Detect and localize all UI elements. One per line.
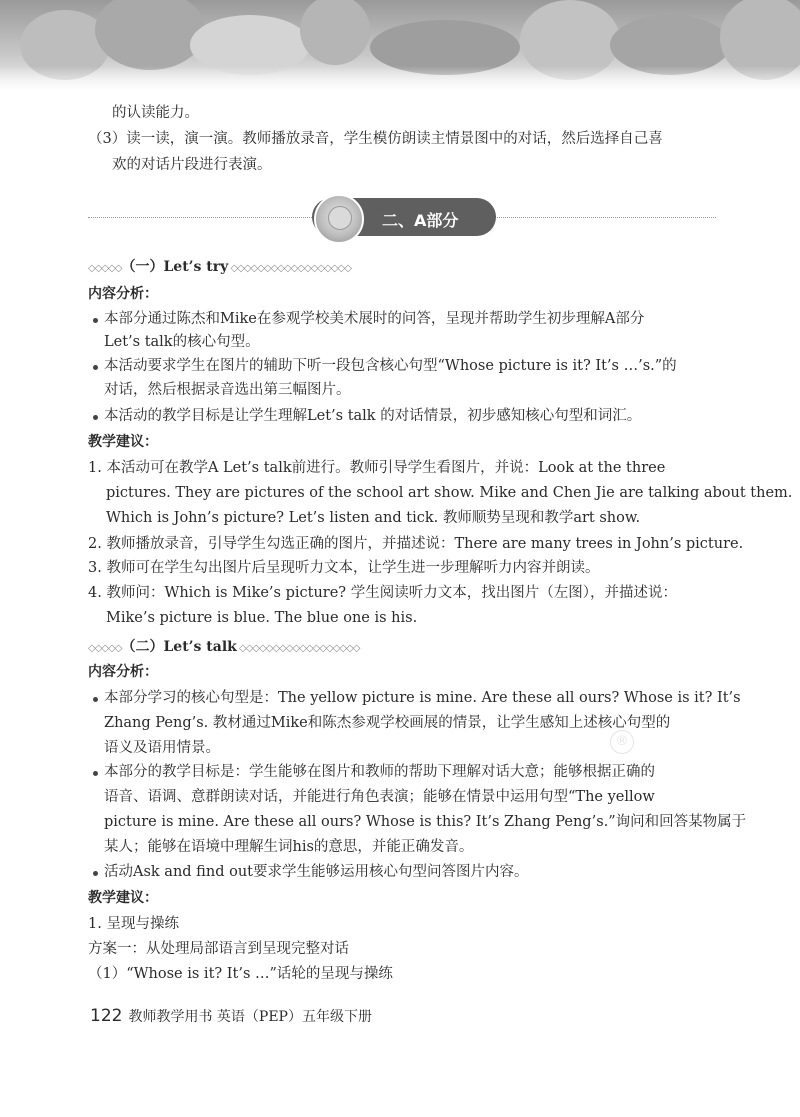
bullet-text: 本活动的教学目标是让学生理解Let’s talk 的对话情景，初步感知核心句型和词汇。 [104, 408, 642, 424]
intro-line: 的认读能力。 [112, 105, 199, 121]
bullet-icon [93, 697, 98, 702]
section-title: 二、A部分 [382, 211, 459, 230]
section-divider [88, 217, 318, 218]
page-footer [90, 1006, 372, 1026]
analysis-title: 内容分析： [88, 286, 158, 302]
bullet-icon [93, 415, 98, 420]
bullet-icon [93, 318, 98, 323]
section-divider [494, 217, 716, 218]
plan-line: （1）“Whose is it? It’s …”话轮的呈现与操练 [88, 966, 393, 982]
book-title: 教师教学用书 英语（PEP）五年级下册 [128, 1009, 372, 1025]
subsection-title: （一）Let’s try [121, 259, 229, 275]
bullet-text: picture is mine. Are these all ours? Whose is this? It’s Zhang Peng’s.”询问和回答某物属于 [104, 814, 747, 830]
bullet-text: 某人；能够在语境中理解生词his的意思，并能正确发音。 [104, 839, 474, 855]
bullet-text: 对话，然后根据录音选出第三幅图片。 [104, 382, 351, 398]
step-text: Which is John’s picture? Let’s listen and tick. 教师顺势呈现和教学art show. [106, 510, 641, 526]
suggestion-title: 教学建议： [88, 890, 158, 906]
step-text: 3. 教师可在学生勾出图片后呈现听力文本，让学生进一步理解听力内容并朗读。 [88, 560, 600, 576]
subsection-heading-lets-talk: ◇◇◇◇◇（二）Let’s talk ◇◇◇◇◇◇◇◇◇◇◇◇◇◇◇◇◇◇ [88, 639, 360, 655]
mascot-icon [314, 194, 364, 244]
plan-line: 方案一：从处理局部语言到呈现完整对话 [88, 941, 349, 957]
step-text: Mike’s picture is blue. The blue one is his. [106, 610, 418, 626]
bullet-text: 本部分学习的核心句型是：The yellow picture is mine. Are these all ours? Whose is it? It’s [104, 690, 741, 706]
step-text: 4. 教师问：Which is Mike’s picture? 学生阅读听力文本，找出图片（左图），并描述说： [88, 585, 677, 601]
bullet-text: 本活动要求学生在图片的辅助下听一段包含核心句型“Whose picture is it? It’s …’s.”的 [104, 358, 677, 374]
subsection-heading-lets-try: ◇◇◇◇◇（一）Let’s try ◇◇◇◇◇◇◇◇◇◇◇◇◇◇◇◇◇◇ [88, 259, 351, 275]
bullet-text: 语义及语用情景。 [104, 740, 220, 756]
step-text: pictures. They are pictures of the school art show. Mike and Chen Jie are talking about them. [106, 485, 793, 501]
suggestion-title: 教学建议： [88, 434, 158, 450]
bullet-text: Let’s talk的核心句型。 [104, 334, 260, 350]
step-text: 2. 教师播放录音，引导学生勾选正确的图片，并描述说：There are many trees in John’s picture. [88, 536, 744, 552]
bullet-text: 语音、语调、意群朗读对话，并能进行角色表演；能够在情景中运用句型“The yellow [104, 789, 655, 805]
intro-item-3-line: 欢的对话片段进行表演。 [112, 157, 272, 173]
page-number: 122 [90, 1006, 123, 1026]
bullet-text: 本部分通过陈杰和Mike在参观学校美术展时的问答，呈现并帮助学生初步理解A部分 [104, 311, 645, 327]
step-text: 1. 本活动可在教学A Let’s talk前进行。教师引导学生看图片，并说：Look at the three [88, 460, 666, 476]
bullet-text: 活动Ask and find out要求学生能够运用核心句型问答图片内容。 [104, 864, 529, 880]
analysis-title: 内容分析： [88, 664, 158, 680]
bullet-icon [93, 871, 98, 876]
header-decorative-banner [0, 0, 800, 92]
bullet-text: Zhang Peng’s. 教材通过Mike和陈杰参观学校画展的情景，让学生感知上述核心句型的 [104, 715, 671, 731]
intro-item-3-line: （3）读一读，演一演。教师播放录音，学生模仿朗读主情景图中的对话，然后选择自己喜 [88, 131, 663, 147]
plan-line: 1. 呈现与操练 [88, 916, 179, 932]
bullet-icon [93, 365, 98, 370]
subsection-title: （二）Let’s talk [121, 639, 237, 655]
registered-watermark: ® [610, 730, 634, 754]
bullet-icon [93, 771, 98, 776]
bullet-text: 本部分的教学目标是：学生能够在图片和教师的帮助下理解对话大意；能够根据正确的 [104, 764, 655, 780]
